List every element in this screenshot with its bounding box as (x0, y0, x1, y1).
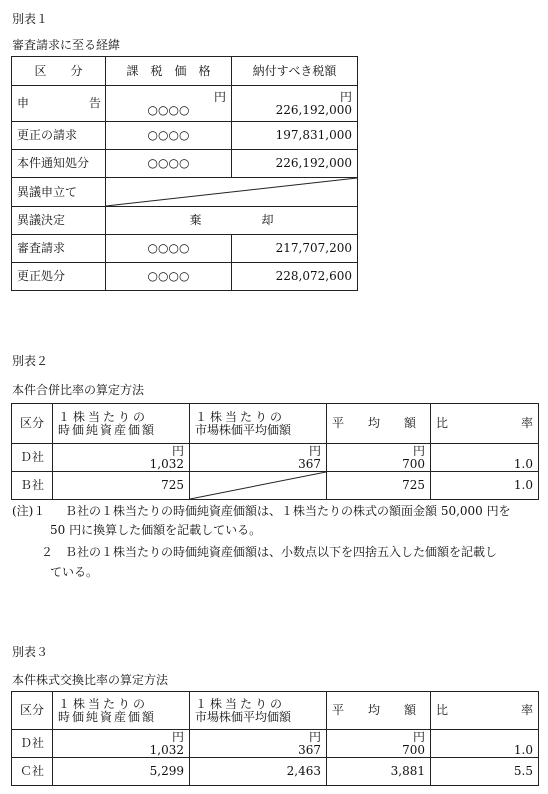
unit-label: 円 (171, 443, 184, 458)
diagonal-line (106, 178, 357, 206)
table-row (12, 758, 539, 786)
row-label: 審査請求 (12, 235, 106, 263)
header-ratio (431, 404, 539, 444)
note-1-line-2: 50 円に換算した価額を記載している。 (50, 523, 262, 537)
note-2-line-1: Ｂ社の１株当たりの時価純資産価額は、小数点以下を四捨五入した価額を記載し (65, 545, 498, 559)
header-line: １株当たりの (195, 409, 286, 424)
ratio-value: 1.0 (431, 472, 539, 500)
table-row (12, 730, 539, 758)
table2-header-row (12, 404, 539, 444)
merged-decision: 棄 却 (106, 207, 358, 235)
tax-cell (232, 86, 358, 122)
market-cell (190, 730, 327, 758)
price-value: ○○○○ (106, 122, 232, 150)
diagonal-line (190, 472, 326, 499)
asset-cell (53, 730, 190, 758)
asset-value: 5,299 (53, 758, 190, 786)
ratio-cell (431, 444, 539, 472)
note-1-line-1: Ｂ社の１株当たりの時価純資産価額は、１株当たりの株式の額面金額 50,000 円を (65, 504, 511, 518)
header-line: １株当たりの (58, 696, 149, 711)
header-kubun: 区 分 (12, 57, 106, 86)
row-label: Ｄ社 (12, 730, 53, 758)
table-row (12, 444, 539, 472)
header-kubun: 区分 (12, 692, 53, 730)
header-ratio-right: 率 (520, 416, 533, 430)
row-label: 申 告 (12, 86, 106, 122)
table3-header-row (12, 692, 539, 730)
unit-label: 円 (412, 443, 425, 458)
average-value: 700 (402, 742, 425, 757)
row-label: Ｄ社 (12, 444, 53, 472)
row-label: Ｂ社 (12, 472, 53, 500)
table1-heading: 別表１ (12, 12, 49, 26)
header-market-value (190, 692, 327, 730)
header-line: 時価純資産価額 (58, 709, 157, 724)
tax-value: 226,192,000 (275, 102, 352, 117)
header-line: １株当たりの (195, 696, 286, 711)
market-cell (190, 444, 327, 472)
header-line: 市場株価平均価額 (195, 422, 292, 437)
header-ratio-left: 比 (436, 416, 449, 430)
market-value: 2,463 (190, 758, 327, 786)
unit-label: 円 (308, 729, 321, 744)
ratio-value: 1.0 (513, 456, 533, 471)
table3 (11, 691, 539, 786)
price-cell (106, 86, 232, 122)
table-row (12, 122, 358, 150)
note-2-prefix: ２ (41, 545, 54, 559)
row-label: 本件通知処分 (12, 150, 106, 178)
table-row (12, 86, 358, 122)
header-price: 課 税 価 格 (106, 57, 232, 86)
header-ratio (431, 692, 539, 730)
header-average: 平 均 額 (327, 404, 431, 444)
table-row (12, 207, 358, 235)
table2 (11, 403, 539, 500)
ratio-cell (431, 730, 539, 758)
asset-cell (53, 444, 190, 472)
ratio-value: 5.5 (431, 758, 539, 786)
header-line: 市場株価平均価額 (195, 709, 292, 724)
price-value: ○○○○ (106, 235, 232, 263)
header-asset-value (53, 404, 190, 444)
header-kubun: 区分 (12, 404, 53, 444)
market-value: 367 (298, 456, 321, 471)
table1-title: 審査請求に至る経緯 (12, 38, 121, 52)
average-cell (327, 444, 431, 472)
unit-label: 円 (308, 443, 321, 458)
table1 (11, 56, 358, 291)
header-market-value (190, 404, 327, 444)
asset-value: 1,032 (149, 456, 184, 471)
unit-label: 円 (213, 89, 226, 104)
price-value: ○○○○ (147, 102, 190, 117)
diagonal-blank-cell (106, 178, 358, 207)
tax-value: 228,072,600 (232, 263, 358, 291)
header-average: 平 均 額 (327, 692, 431, 730)
average-value: 725 (327, 472, 431, 500)
average-value: 3,881 (327, 758, 431, 786)
table3-title: 本件株式交換比率の算定方法 (12, 673, 169, 687)
header-asset-value (53, 692, 190, 730)
table1-header-row (12, 57, 358, 86)
diagonal-blank-cell (190, 472, 327, 500)
header-line: １株当たりの (58, 409, 149, 424)
table3-heading: 別表３ (12, 645, 49, 659)
row-label: Ｃ社 (12, 758, 53, 786)
tax-value: 226,192,000 (232, 150, 358, 178)
row-label: 更正処分 (12, 263, 106, 291)
header-ratio-right: 率 (520, 703, 533, 717)
tax-value: 197,831,000 (232, 122, 358, 150)
tax-value: 217,707,200 (232, 235, 358, 263)
asset-value: 725 (53, 472, 190, 500)
table2-title: 本件合併比率の算定方法 (12, 383, 145, 397)
table-row (12, 472, 539, 500)
header-ratio-left: 比 (436, 703, 449, 717)
price-value: ○○○○ (106, 150, 232, 178)
price-value: ○○○○ (106, 263, 232, 291)
average-cell (327, 730, 431, 758)
unit-label: 円 (171, 729, 184, 744)
header-tax: 納付すべき税額 (232, 57, 358, 86)
ratio-value: 1.0 (513, 742, 533, 757)
table-row (12, 263, 358, 291)
row-label: 更正の請求 (12, 122, 106, 150)
average-value: 700 (402, 456, 425, 471)
header-line: 時価純資産価額 (58, 422, 157, 437)
unit-label: 円 (412, 729, 425, 744)
asset-value: 1,032 (149, 742, 184, 757)
table-row (12, 235, 358, 263)
table-row (12, 178, 358, 207)
table-row (12, 150, 358, 178)
table2-heading: 別表２ (12, 354, 49, 368)
note-2-line-2: ている。 (50, 565, 99, 579)
row-label: 異議申立て (12, 178, 106, 207)
market-value: 367 (298, 742, 321, 757)
note-1-prefix: (注)１ (12, 504, 46, 518)
unit-label: 円 (339, 89, 352, 104)
row-label: 異議決定 (12, 207, 106, 235)
